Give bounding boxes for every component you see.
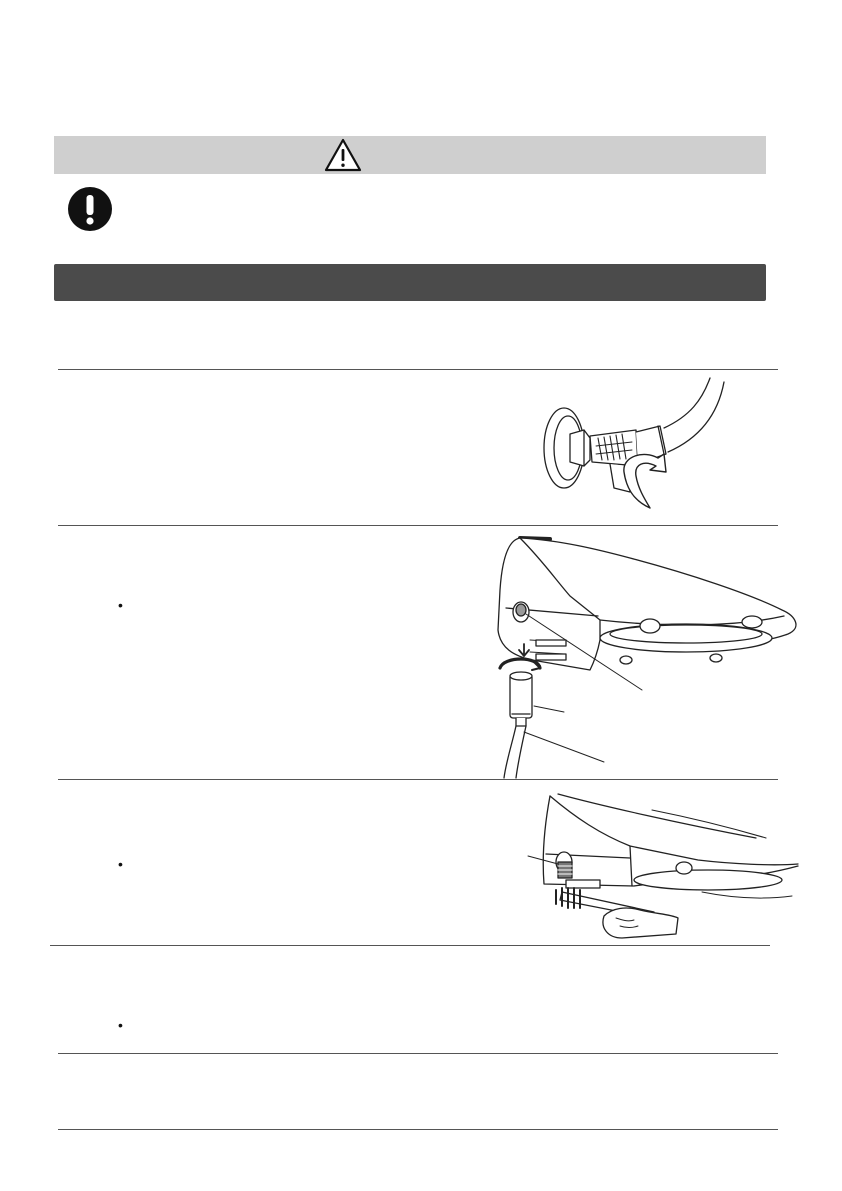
list-bullet: • [118, 1017, 123, 1033]
list-bullet: • [118, 597, 123, 613]
list-bullet: • [118, 856, 123, 872]
step-divider [58, 525, 778, 526]
hose-disconnect-illustration [490, 530, 800, 778]
step-divider [58, 1053, 778, 1054]
step-divider [50, 945, 770, 946]
warning-header-bar [54, 136, 766, 174]
section-header-bar [54, 264, 766, 301]
mandatory-exclamation-icon [67, 186, 113, 232]
step-divider [58, 779, 778, 780]
step-divider [58, 1129, 778, 1130]
filter-brush-clean-illustration [522, 788, 802, 940]
warning-triangle-icon [324, 138, 362, 172]
stop-valve-close-illustration [540, 376, 730, 510]
step-divider [58, 369, 778, 370]
